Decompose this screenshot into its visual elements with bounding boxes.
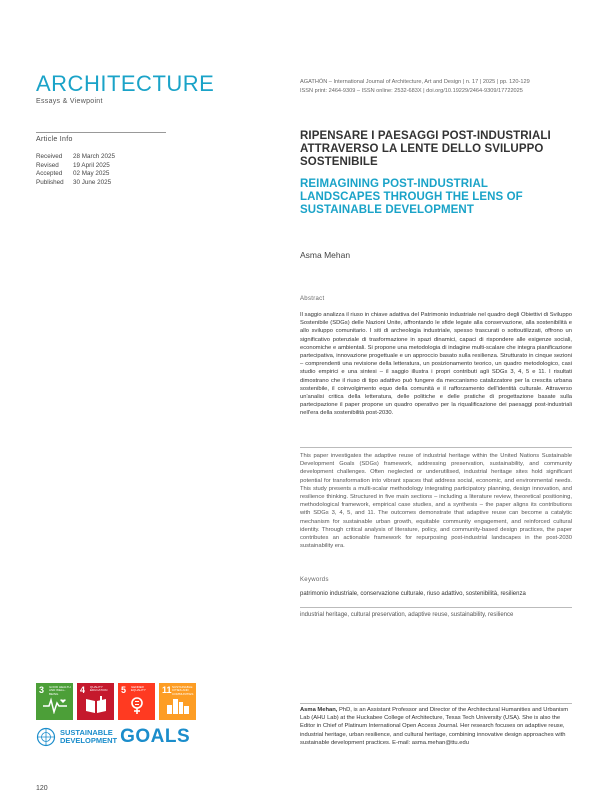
abstract-label: Abstract xyxy=(300,296,325,302)
sdg-label: QUALITY EDUCATION xyxy=(90,685,108,693)
article-info xyxy=(36,132,166,187)
abstract-english: This paper investigates the adaptive reuse of industrial heritage within the United Nations Sustainable Development Goals (SDGs) framework, addressing preservation, sustainability, and community development challenges. Often neglected or underutilised, industrial heritage sites hold significant potential for transformation into vibrant spaces that address social, economic, and environmental needs. This study presents a multi-scalar methodology integrating participatory planning, design innovation, and resilience thinking. Structured in five main sections – including a literature review, theoretical positioning, methodological framework, empirical case studies, and a synthesis – the paper aligns its contributions with SDGs 3, 4, 5, and 11. The outcomes demonstrate that adaptive reuse can become a catalytic mechanism for sustainable urban growth, equitable community engagement, and reinforced cultural identity. Through critical analysis of literature, policy, and community-based design practices, the paper contributes an actionable framework for repurposing post-industrial landscapes in the post-2030 sustainability era. xyxy=(300,447,572,577)
heartbeat-icon xyxy=(43,696,67,714)
section-subtitle: Essays & Viewpoint xyxy=(36,98,103,105)
info-label: Revised xyxy=(36,161,59,169)
info-row-published xyxy=(36,179,166,188)
sdg-11-tile xyxy=(159,683,196,720)
info-row-received xyxy=(36,153,166,162)
info-row-revised xyxy=(36,162,166,171)
sdg-number: 3 xyxy=(39,685,45,695)
sdg-logo xyxy=(36,726,190,748)
info-label: Received xyxy=(36,153,63,160)
sdg-logo-line2: DEVELOPMENT xyxy=(60,736,118,745)
info-value: 02 May 2025 xyxy=(73,170,110,177)
info-label: Accepted xyxy=(36,170,63,177)
sdg-number: 11 xyxy=(162,685,172,695)
sdg-number: 4 xyxy=(80,685,86,695)
section-title: ARCHITECTURE xyxy=(36,71,215,96)
journal-line-2: ISSN print: 2464-9309 – ISSN online: 2532-683X | doi.org/10.19229/2464-9309/17722025 xyxy=(300,88,523,94)
city-icon xyxy=(166,696,190,714)
un-emblem-icon xyxy=(36,727,56,747)
journal-reference xyxy=(300,78,570,96)
bio-text: PhD, is an Assistant Professor and Director of the Architectural Humanities and Urbanism Lab (AHU Lab) at the Huckabee College of Architecture, Texas Tech University (USA). She is also the Editor in Chief of Platinum International Open Access Journal. Her research focuses on adaptive reuse, industrial heritage, urban resilience, and cultural heritage, combining innovative design approaches with sustainable development practices. E-mail: asma.mehan@ttu.edu xyxy=(300,707,569,746)
sdg-logo-line1: SUSTAINABLE xyxy=(60,728,113,737)
sdg-logo-goals: GOALS xyxy=(120,726,191,747)
sdg-number: 5 xyxy=(121,685,127,695)
sdg-logo-text xyxy=(60,729,117,745)
sdg-label: GENDER EQUALITY xyxy=(131,685,146,693)
gender-equality-icon xyxy=(125,696,149,714)
sdg-5-tile xyxy=(118,683,155,720)
keywords-label: Keywords xyxy=(300,577,329,583)
info-value: 28 March 2025 xyxy=(73,153,116,160)
info-row-accepted xyxy=(36,170,166,179)
info-value: 19 April 2025 xyxy=(73,161,110,169)
bio-name: Asma Mehan, xyxy=(300,707,338,713)
title-english: REIMAGINING POST-INDUSTRIAL LANDSCAPES THROUGH THE LENS OF SUSTAINABLE DEVELOPMENT xyxy=(300,178,523,216)
title-italian: RIPENSARE I PAESAGGI POST-INDUSTRIALI ATTRAVERSO LA LENTE DELLO SVILUPPO SOSTENIBILE xyxy=(300,130,551,168)
sdg-label: SUSTAINABLE CITIES AND COMMUNITIES xyxy=(172,685,194,696)
page-number: 120 xyxy=(36,785,48,792)
book-icon xyxy=(84,696,108,714)
keywords-english: industrial heritage, cultural preservation, adaptive reuse, sustainability, resilience xyxy=(300,607,572,618)
article-info-heading: Article Info xyxy=(36,132,166,143)
sdg-label: GOOD HEALTH AND WELL-BEING xyxy=(49,685,71,696)
author-name: Asma Mehan xyxy=(300,250,351,260)
sdg-4-tile xyxy=(77,683,114,720)
keywords-italian: patrimonio industriale, conservazione culturale, riuso adattivo, sostenibilità, resilienza xyxy=(300,591,526,597)
sdg-3-tile xyxy=(36,683,73,720)
abstract-italian: Il saggio analizza il riuso in chiave adattiva del Patrimonio industriale nel quadro degli Obiettivi di Sviluppo Sostenibile (SDGs) delle Nazioni Unite, affrontando le sfide legate alla conservazione, alla sostenibilità e allo sviluppo comunitario. I siti di archeologia industriale, spesso trascurati o sottoutilizzati, offrono un significativo potenziale di trasformazione in spazi dinamici, capaci di rispondere alle esigenze sociali, economiche e ambientali. Si propone una metodologia di indagine multi-scalare che integra pianificazione partecipativa, innovazione progettuale e un approccio basato sulla resilienza. Strutturato in cinque sezioni – comprendenti una revisione della letteratura, un posizionamento teorico, un quadro metodologico, casi studio empirici e una sintesi – il saggio illustra i propri contributi agli SDGs 3, 4, 5 e 11. I risultati dimostrano che il riuso di tipo adattivo può fungere da meccanismo catalizzatore per la crescita urbana sostenibile, il coinvolgimento equo della comunità e il rafforzamento dell'identità culturale. Attraverso un'analisi critica della letteratura, delle politiche e delle pratiche di progettazione basate sulla partecipazione il paper propone un quadro operativo per la riqualificazione dei paesaggi post-industriali nell'era della sostenibilità post-2030. xyxy=(300,312,572,417)
info-value: 30 June 2025 xyxy=(73,178,112,186)
sdg-icons xyxy=(36,683,196,720)
journal-brand xyxy=(36,72,214,105)
journal-line-1: AGATHÓN – International Journal of Architecture, Art and Design | n. 17 | 2025 | pp. 120-129 xyxy=(300,79,530,85)
author-bio xyxy=(300,703,572,747)
info-label: Published xyxy=(36,178,64,186)
